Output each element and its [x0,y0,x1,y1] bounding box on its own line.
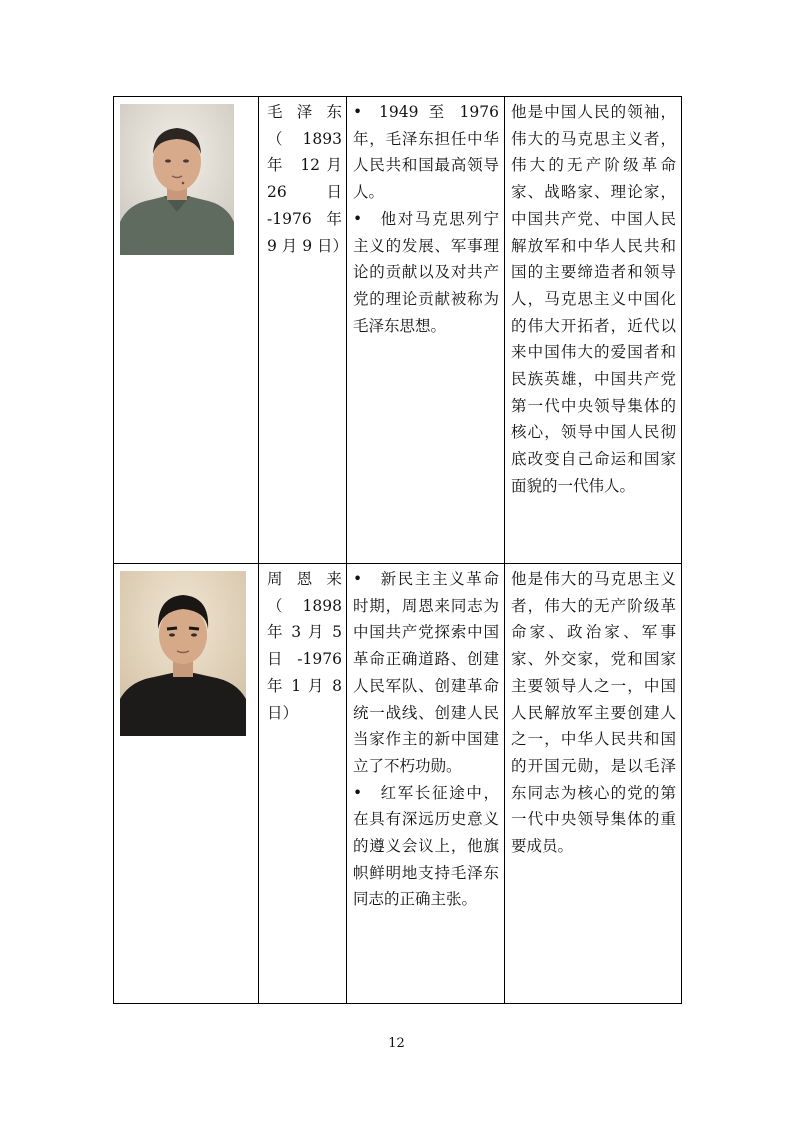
bullet-icon: • [353,103,363,121]
table-row [114,564,682,1004]
portrait-photo-zhou [120,571,246,736]
evaluation-text: 他是伟大的马克思主义者，伟大的无产阶级革命家、政治家、军事家、外交家，党和国家主要领导人之一，中国人民解放军主要创建人之一，中华人民共和国的开国元勋，是以毛泽东同志为核心的党的第一代中央领导集体的重要成员。 [511,570,676,856]
evaluation-text: 他是中国人民的领袖，伟大的马克思主义者，伟大的无产阶级革命家、战略家、理论家，中国共产党、中国人民解放军和中华人民共和国的主要缔造者和领导人，马克思主义中国化的伟大开拓者，近代以来中国伟大的爱国者和民族英雄，中国共产党第一代中央领导集体的核心，领导中国人民彻底改变自己命运和国家面貌的一代伟人。 [511,103,676,495]
events-cell [347,97,505,564]
bullet-icon: • [353,570,363,588]
page-number: 12 [388,1036,405,1051]
bullet-icon: • [353,783,363,802]
leader-name-dates: 毛 泽 东 （1893 年 12月26日 -1976 年 9 月 9 日） [267,103,349,255]
table-row [114,97,682,564]
bullet-icon: • [353,209,363,228]
photo-cell [114,564,259,1004]
photo-cell [114,97,259,564]
evaluation-cell [505,97,682,564]
events-text [347,564,504,913]
portrait-image [120,571,246,736]
event-item: • 他对马克思列宁主义的发展、军事理论的贡献以及对共产党的理论贡献被称为毛泽东思想。 [353,206,499,340]
portrait-image [120,104,234,255]
event-item: • 新民主主义革命时期，周恩来同志为中国共产党探索中国革命正确道路、创建人民军队、创建革命统一战线、创建人民当家作主的新中国建立了不朽功勋。 [353,566,499,780]
evaluation-cell [505,564,682,1004]
portrait-photo-mao [120,104,234,255]
name-cell [259,564,347,1004]
event-item: • 红军长征途中，在具有深远历史意义的遵义会议上，他旗帜鲜明地支持毛泽东同志的正确主张。 [353,780,499,914]
leader-name-dates: 周 恩 来 （1898 年 3 月 5 日 -1976 年 1 月 8 日） [267,570,342,722]
leaders-table [113,96,682,1004]
event-item: • 1949 至 1976 年，毛泽东担任中华人民共和国最高领导人。 [353,99,499,206]
events-text [347,97,504,339]
events-cell [347,564,505,1004]
name-cell [259,97,347,564]
